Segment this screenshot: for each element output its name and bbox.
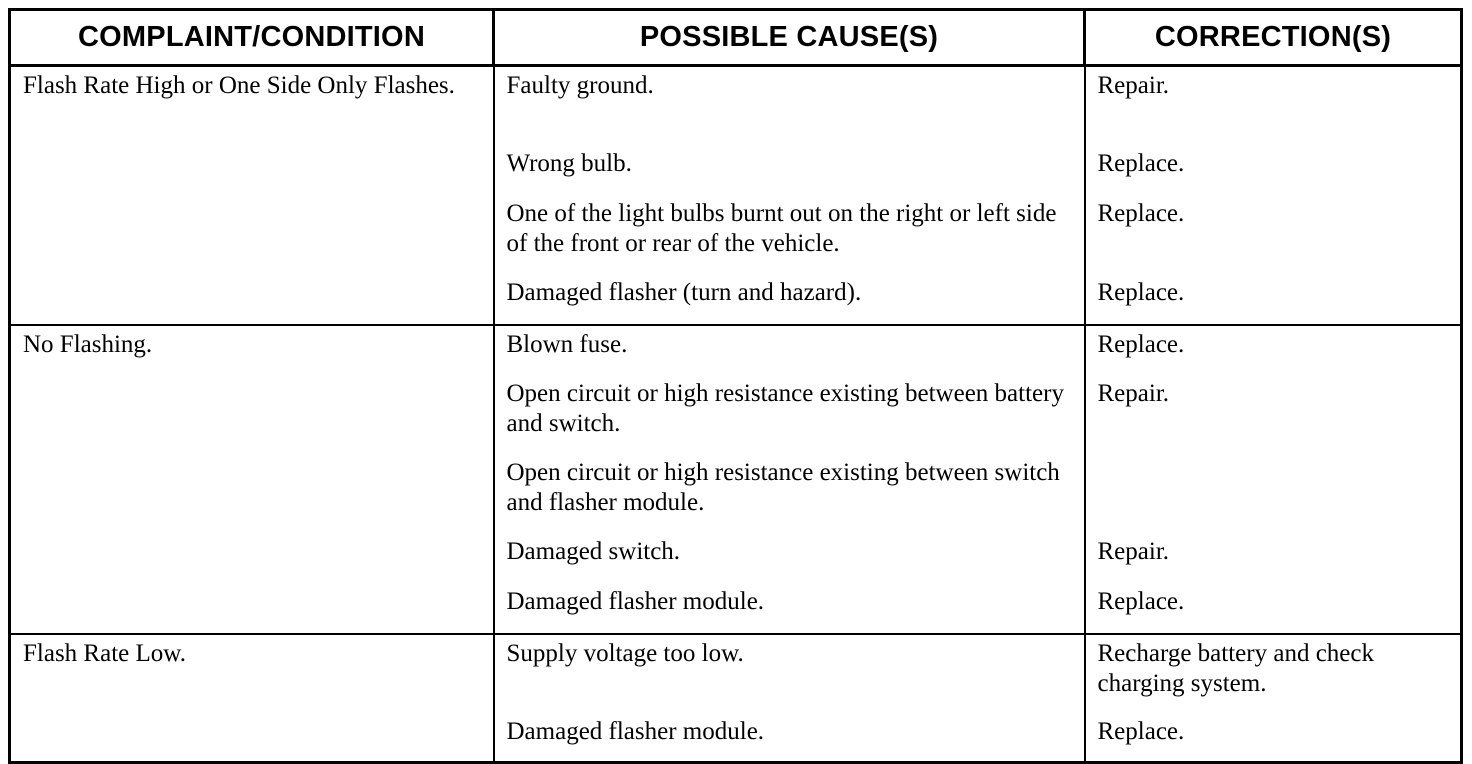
cause-cell: Damaged flasher module. xyxy=(494,713,1085,763)
table-row xyxy=(10,325,1462,375)
header-correction: CORRECTION(S) xyxy=(1085,10,1462,66)
correction-cell: Repair. xyxy=(1085,66,1462,145)
correction-cell xyxy=(1085,454,1462,533)
correction-cell: Repair. xyxy=(1085,533,1462,583)
correction-cell: Replace. xyxy=(1085,195,1462,274)
troubleshooting-table xyxy=(8,8,1463,764)
complaint-cell: Flash Rate High or One Side Only Flashes. xyxy=(10,66,494,325)
correction-cell: Recharge battery and check charging system. xyxy=(1085,634,1462,713)
cause-cell: Open circuit or high resistance existing between switch and flasher module. xyxy=(494,454,1085,533)
complaint-cell: Flash Rate Low. xyxy=(10,634,494,763)
cause-cell: Supply voltage too low. xyxy=(494,634,1085,713)
cause-cell: Wrong bulb. xyxy=(494,145,1085,195)
cause-cell: Damaged flasher module. xyxy=(494,583,1085,634)
header-complaint: COMPLAINT/CONDITION xyxy=(10,10,494,66)
correction-cell: Repair. xyxy=(1085,375,1462,454)
cause-cell: Faulty ground. xyxy=(494,66,1085,145)
correction-cell: Replace. xyxy=(1085,325,1462,375)
cause-cell: Damaged switch. xyxy=(494,533,1085,583)
correction-cell: Replace. xyxy=(1085,145,1462,195)
cause-cell: Open circuit or high resistance existing between battery and switch. xyxy=(494,375,1085,454)
table-row xyxy=(10,634,1462,713)
cause-cell: Damaged flasher (turn and hazard). xyxy=(494,274,1085,325)
cause-cell: Blown fuse. xyxy=(494,325,1085,375)
header-cause: POSSIBLE CAUSE(S) xyxy=(494,10,1085,66)
cause-cell: One of the light bulbs burnt out on the right or left side of the front or rear of the vehicle. xyxy=(494,195,1085,274)
correction-cell: Replace. xyxy=(1085,713,1462,763)
correction-cell: Replace. xyxy=(1085,583,1462,634)
table-row xyxy=(10,66,1462,145)
header-row xyxy=(10,10,1462,66)
complaint-cell: No Flashing. xyxy=(10,325,494,634)
correction-cell: Replace. xyxy=(1085,274,1462,325)
